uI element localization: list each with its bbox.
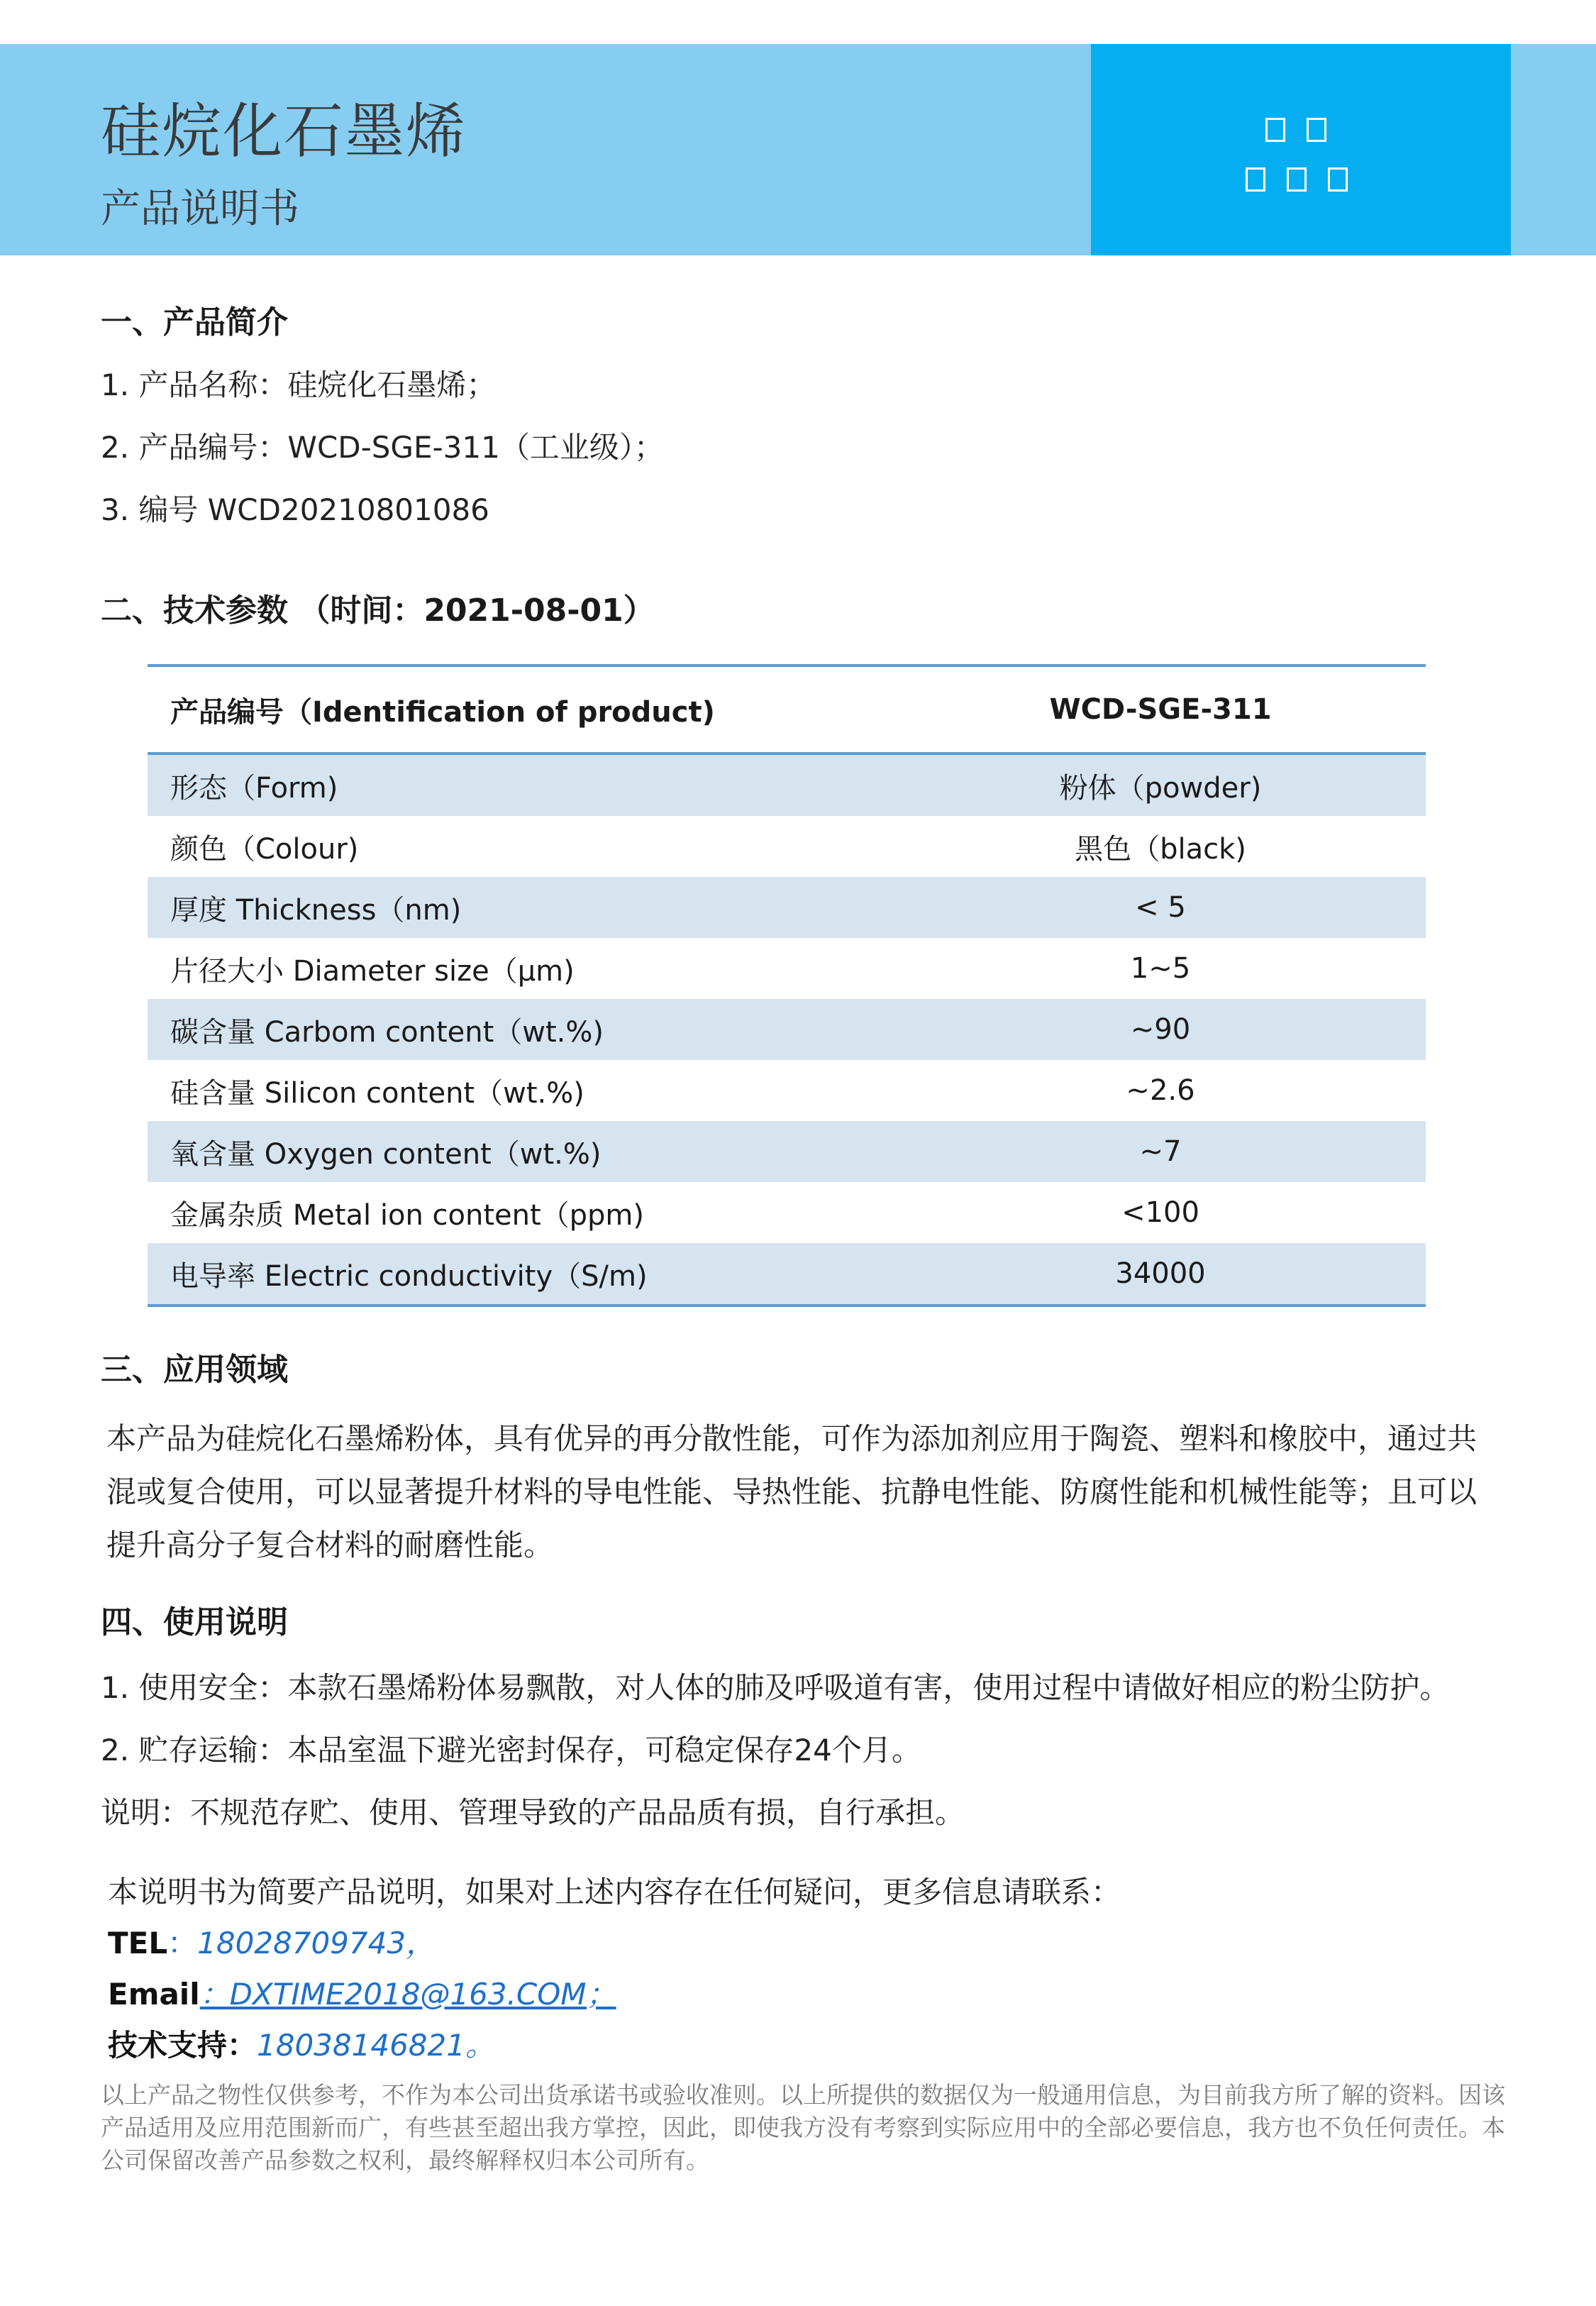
table-cell-value: 34000 bbox=[1115, 1257, 1206, 1290]
support-label: 技术支持： bbox=[108, 2028, 257, 2063]
table-cell-param: 电导率 Electric conductivity（S/m) bbox=[170, 1259, 648, 1293]
table-cell-param: 片径大小 Diameter size（μm) bbox=[170, 954, 575, 988]
contact-tel bbox=[108, 1920, 436, 1963]
table-cell-param: 硅含量 Silicon content（wt.%) bbox=[170, 1076, 584, 1110]
section-heading-specs: 二、技术参数 （时间：2021-08-01） bbox=[101, 592, 655, 629]
table-row bbox=[148, 1243, 1426, 1304]
table-row bbox=[148, 1060, 1426, 1121]
tel-link[interactable]: 18028709743， bbox=[197, 1926, 436, 1960]
tel-separator: ： bbox=[167, 1926, 198, 1960]
table-row bbox=[148, 999, 1426, 1060]
usage-note: 说明：不规范存贮、使用、管理导致的产品品质有损，自行承担。 bbox=[101, 1795, 965, 1830]
email-link[interactable]: ：DXTIME2018@163.COM； bbox=[199, 1977, 616, 2012]
table-cell-param: 氧含量 Oxygen content（wt.%) bbox=[170, 1137, 602, 1171]
usage-item: 2. 贮存运输：本品室温下避光密封保存，可稳定保存24个月。 bbox=[101, 1733, 921, 1767]
table-cell-param: 厚度 Thickness（nm) bbox=[170, 893, 462, 927]
applications-paragraph: 本产品为硅烷化石墨烯粉体，具有优异的再分散性能，可作为添加剂应用于陶瓷、塑料和橡胶中，通过共混或复合使用，可以显著提升材料的导电性能、导热性能、抗静电性能、防腐性能和机械性能等；且可以提升高分子复合材料的耐磨性能。 bbox=[106, 1421, 1478, 1562]
table-header-cell: 产品编号（Identification of product) bbox=[170, 695, 715, 729]
table-cell-value: 粉体（powder) bbox=[1059, 771, 1262, 805]
page-title: 硅烷化石墨烯 bbox=[101, 96, 467, 166]
table-cell-param: 碳含量 Carbom content（wt.%) bbox=[170, 1015, 604, 1049]
support-link[interactable]: 18038146821。 bbox=[257, 2028, 495, 2063]
table-header-row bbox=[148, 667, 1426, 755]
table-cell-value: < 5 bbox=[1135, 891, 1186, 924]
table-cell-value: ~90 bbox=[1130, 1013, 1191, 1046]
table-cell-param: 颜色（Colour) bbox=[170, 832, 359, 866]
table-cell-value: ~2.6 bbox=[1126, 1074, 1195, 1107]
table-cell-value: 1~5 bbox=[1130, 952, 1191, 985]
specs-table bbox=[148, 664, 1426, 1307]
intro-item: 3. 编号 WCD20210801086 bbox=[101, 492, 489, 527]
section-heading-applications: 三、应用领域 bbox=[101, 1352, 288, 1388]
table-row bbox=[148, 816, 1426, 877]
email-label: Email bbox=[108, 1977, 200, 2012]
contact-email bbox=[108, 1971, 616, 2014]
table-row bbox=[148, 938, 1426, 999]
section-heading-usage: 四、使用说明 bbox=[101, 1604, 288, 1640]
intro-item: 2. 产品编号：WCD-SGE-311（工业级）； bbox=[101, 430, 664, 465]
logo-placeholder-icon bbox=[1091, 44, 1511, 255]
table-row bbox=[148, 755, 1426, 816]
table-row bbox=[148, 1121, 1426, 1182]
table-row bbox=[148, 1182, 1426, 1243]
intro-item: 1. 产品名称：硅烷化石墨烯； bbox=[101, 368, 497, 402]
table-row bbox=[148, 877, 1426, 938]
table-header-cell: WCD-SGE-311 bbox=[1049, 693, 1272, 726]
table-cell-value: 黑色（black) bbox=[1075, 832, 1246, 866]
table-cell-param: 金属杂质 Metal ion content（ppm) bbox=[170, 1198, 645, 1232]
page-subtitle: 产品说明书 bbox=[101, 186, 299, 232]
contact-intro: 本说明书为简要产品说明，如果对上述内容存在任何疑问，更多信息请联系： bbox=[108, 1875, 1121, 1909]
tel-label: TEL bbox=[108, 1926, 168, 1960]
contact-support bbox=[108, 2022, 495, 2065]
table-cell-value: ~7 bbox=[1139, 1135, 1182, 1168]
table-cell-param: 形态（Form) bbox=[170, 771, 338, 805]
section-heading-intro: 一、产品简介 bbox=[101, 304, 288, 341]
table-cell-value: <100 bbox=[1121, 1196, 1199, 1229]
disclaimer-text: 以上产品之物性仅供参考，不作为本公司出货承诺书或验收准则。以上所提供的数据仅为一般通用信息，为目前我方所了解的资料。因该产品适用及应用范围新而广，有些甚至超出我方掌控，因此，即使我方没有考察到实际应用中的全部必要信息，我方也不负任何责任。本公司保留改善产品参数之权利，最终解释权归本公司所有。 bbox=[101, 2081, 1505, 2174]
usage-item: 1. 使用安全：本款石墨烯粉体易飘散，对人体的肺及呼吸道有害，使用过程中请做好相应的粉尘防护。 bbox=[101, 1670, 1450, 1705]
